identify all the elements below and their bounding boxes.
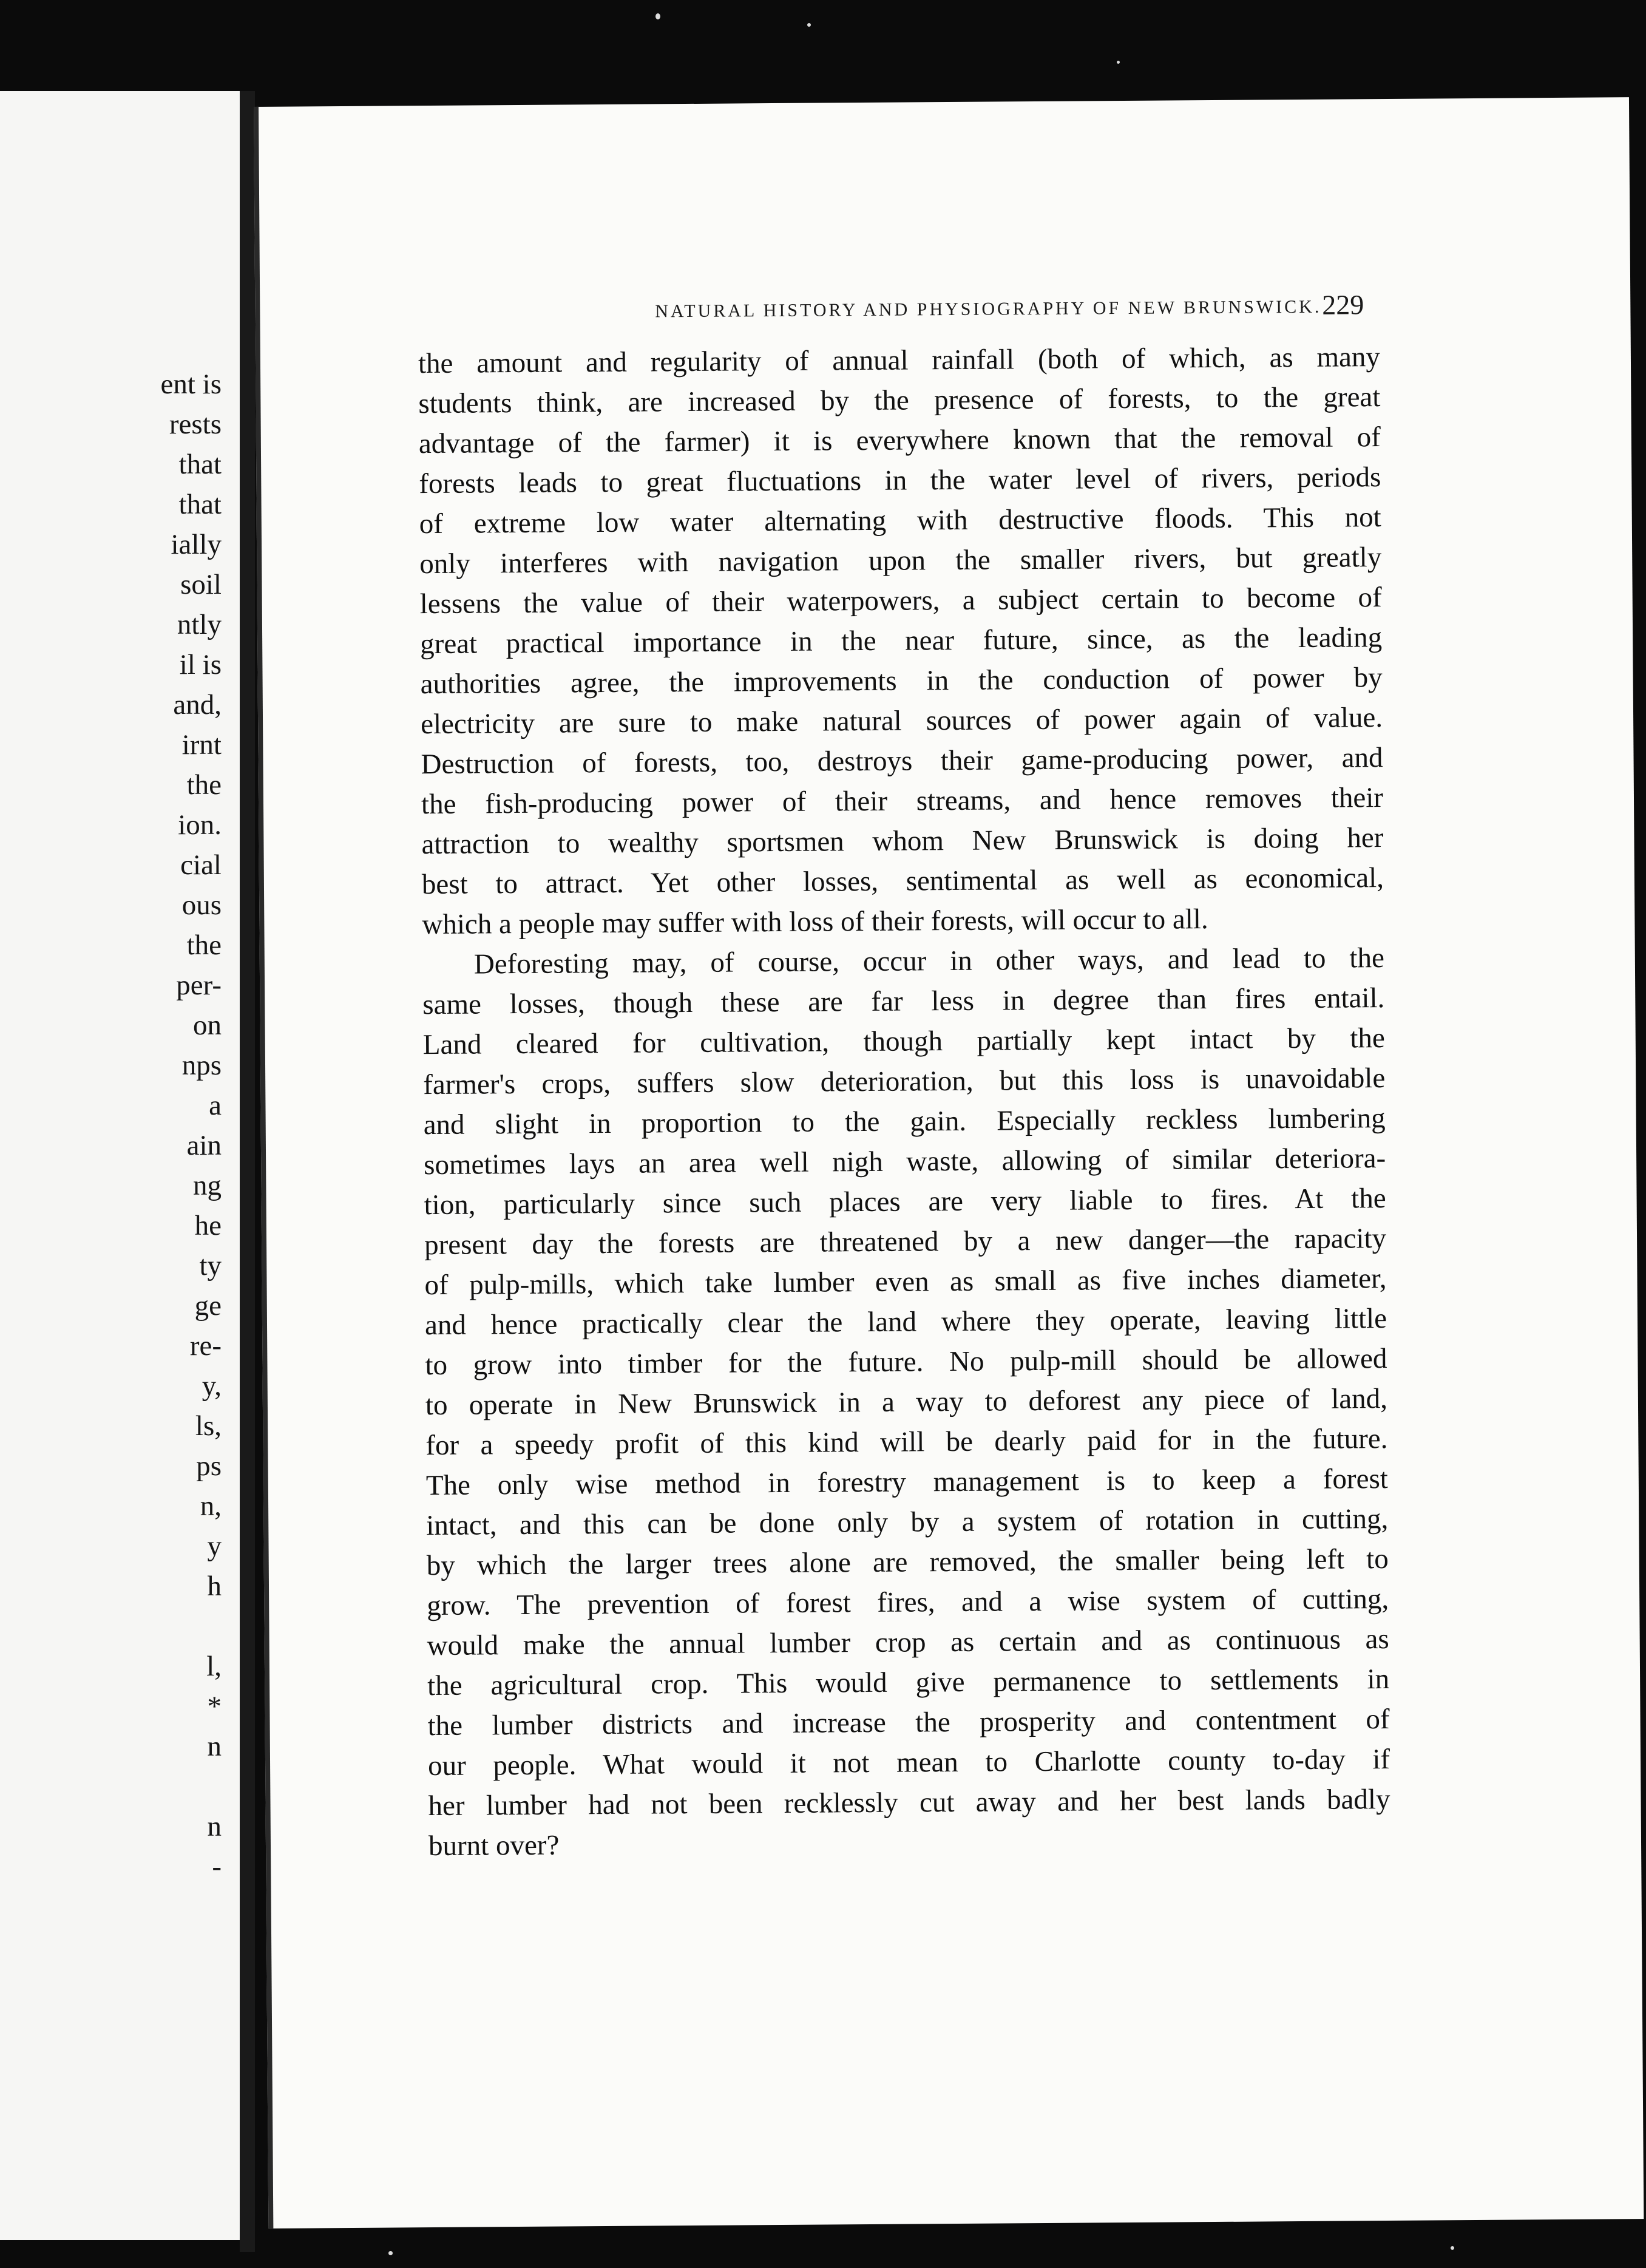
left-page-fragment: y,	[202, 1370, 222, 1402]
text-line: forests leads to great fluctuations in the water level of rivers, periods	[419, 461, 1381, 500]
left-page-fragment: the	[186, 929, 222, 961]
left-page-fragment: ntly	[177, 609, 222, 640]
left-page-fragment: he	[194, 1210, 222, 1241]
text-line: present day the forests are threatened by a new danger—the rapacity	[424, 1223, 1387, 1261]
text-line: grow. The prevention of forest fires, and a wise system of cutting,	[427, 1583, 1389, 1622]
left-page-fragment: ls,	[195, 1410, 222, 1442]
page-gutter	[240, 91, 255, 2252]
text-line: lessens the value of their waterpowers, a subject certain to become of	[419, 582, 1382, 620]
left-page-fragment: n	[207, 1731, 222, 1762]
film-speck	[1451, 2246, 1454, 2250]
left-page-fragment: soil	[180, 569, 222, 600]
text-line: intact, and this can be done only by a system of rotation in cutting,	[426, 1503, 1389, 1542]
left-page-fragment: ge	[194, 1290, 222, 1322]
right-page	[254, 97, 1644, 2229]
text-line: the amount and regularity of annual rainfall (both of which, as many	[418, 341, 1381, 380]
text-line: attraction to wealthy sportsmen whom New Brunswick is doing her	[421, 822, 1384, 861]
left-page-fragment: h	[207, 1570, 222, 1602]
left-page-fragment: re-	[189, 1330, 222, 1362]
text-line: Land cleared for cultivation, though partially kept intact by the	[422, 1022, 1385, 1061]
text-line: and hence practically clear the land where they operate, leaving little	[424, 1303, 1387, 1342]
text-line: tion, particularly since such places are very liable to fires. At the	[424, 1183, 1386, 1221]
left-page-fragment	[160, 1606, 222, 1646]
left-page-fragment: that	[178, 489, 222, 520]
left-page-fragment: ion.	[178, 809, 222, 841]
left-page-fragment: ent is	[160, 368, 222, 400]
text-line: of extreme low water alternating with destructive floods. This not	[419, 501, 1381, 540]
left-page-fragment: ps	[196, 1450, 222, 1482]
left-page-fragment: per-	[176, 969, 222, 1001]
text-line: the agricultural crop. This would give permanence to settlements in	[427, 1663, 1390, 1702]
text-line: by which the larger trees alone are removed, the smaller being left to	[426, 1543, 1389, 1582]
text-line: same losses, though these are far less in degree than fires entail.	[422, 982, 1385, 1021]
text-line: authorities agree, the improvements in the conduction of power by	[420, 662, 1383, 701]
text-line: electricity are sure to make natural sources of power again of value.	[420, 702, 1383, 741]
text-line: farmer's crops, suffers slow deterioration, but this loss is unavoidable	[423, 1062, 1386, 1101]
running-head: NATURAL HISTORY AND PHYSIOGRAPHY OF NEW BRUNSWICK.	[655, 296, 1322, 322]
left-page-fragment: irnt	[181, 729, 222, 761]
left-page-fragment	[160, 1767, 222, 1807]
text-line: for a speedy profit of this kind will be dearly paid for in the future.	[425, 1423, 1388, 1462]
film-speck	[388, 2251, 393, 2255]
page-number: 229	[1322, 289, 1364, 321]
film-speck	[807, 23, 811, 27]
left-page-fragment: *	[207, 1691, 222, 1722]
text-line: students think, are increased by the presence of forests, to the great	[418, 381, 1381, 420]
left-page-fragment: ous	[181, 889, 222, 921]
text-line: only interferes with navigation upon the smaller rivers, but greatly	[419, 542, 1382, 580]
left-page-fragment: on	[193, 1010, 222, 1041]
left-page-fragment: rests	[169, 409, 222, 440]
paragraph-2	[422, 938, 1391, 1866]
text-line: her lumber had not been recklessly cut away and her best lands badly	[428, 1783, 1390, 1822]
text-line: sometimes lays an area well nigh waste, allowing of similar deteriora-	[423, 1142, 1386, 1181]
left-page-fragment: the	[186, 769, 222, 801]
left-page-fragment: n	[207, 1811, 222, 1842]
text-line: which a people may suffer with loss of their forests, will occur to all.	[422, 903, 1208, 941]
text-line: The only wise method in forestry management is to keep a forest	[425, 1463, 1389, 1502]
left-page-fragment: cial	[180, 849, 222, 881]
film-speck	[1117, 61, 1120, 64]
left-page-fragment: that	[178, 449, 222, 480]
left-page-fragment: il is	[179, 649, 222, 681]
text-line: burnt over?	[428, 1829, 560, 1862]
left-page-fragment: y	[207, 1530, 222, 1562]
left-page-fragment: -	[212, 1851, 222, 1883]
text-line: to grow into timber for the future. No pulp-mill should be allowed	[425, 1343, 1387, 1382]
text-line: Deforesting may, of course, occur in other ways, and lead to the	[473, 942, 1385, 980]
left-page-text-fragments	[160, 364, 222, 1887]
left-page-fragment: ially	[171, 529, 222, 560]
text-line: would make the annual lumber crop as certain and as continuous as	[427, 1623, 1389, 1662]
text-line: the lumber districts and increase the prosperity and contentment of	[427, 1703, 1390, 1742]
left-page-fragment: and,	[173, 689, 222, 721]
left-page-fragment: ain	[186, 1130, 222, 1161]
text-line: and slight in proportion to the gain. Especially reckless lumbering	[423, 1102, 1386, 1141]
left-page-fragment: ty	[199, 1250, 222, 1282]
left-page-fragment: n,	[200, 1490, 222, 1522]
left-page-fragment: l,	[206, 1651, 222, 1682]
left-page-fragment: a	[209, 1090, 222, 1121]
text-line: advantage of the farmer) it is everywhere known that the removal of	[418, 421, 1381, 460]
body-text	[418, 337, 1390, 1866]
text-line: the fish-producing power of their streams, and hence removes their	[421, 782, 1384, 821]
text-line: our people. What would it not mean to Charlotte county to-day if	[427, 1743, 1390, 1782]
left-page-fragment: ng	[193, 1170, 222, 1201]
text-line: to operate in New Brunswick in a way to deforest any piece of land,	[425, 1383, 1388, 1422]
left-facing-page	[0, 91, 240, 2240]
paragraph-1	[418, 337, 1384, 945]
left-page-fragment: nps	[181, 1050, 222, 1081]
text-line: Destruction of forests, too, destroys their game-producing power, and	[421, 742, 1383, 781]
text-line: of pulp-mills, which take lumber even as small as five inches diameter,	[424, 1263, 1387, 1302]
film-speck	[655, 13, 660, 19]
text-line: best to attract. Yet other losses, sentimental as well as economical,	[421, 862, 1384, 901]
text-line: great practical importance in the near future, since, as the leading	[420, 622, 1383, 660]
